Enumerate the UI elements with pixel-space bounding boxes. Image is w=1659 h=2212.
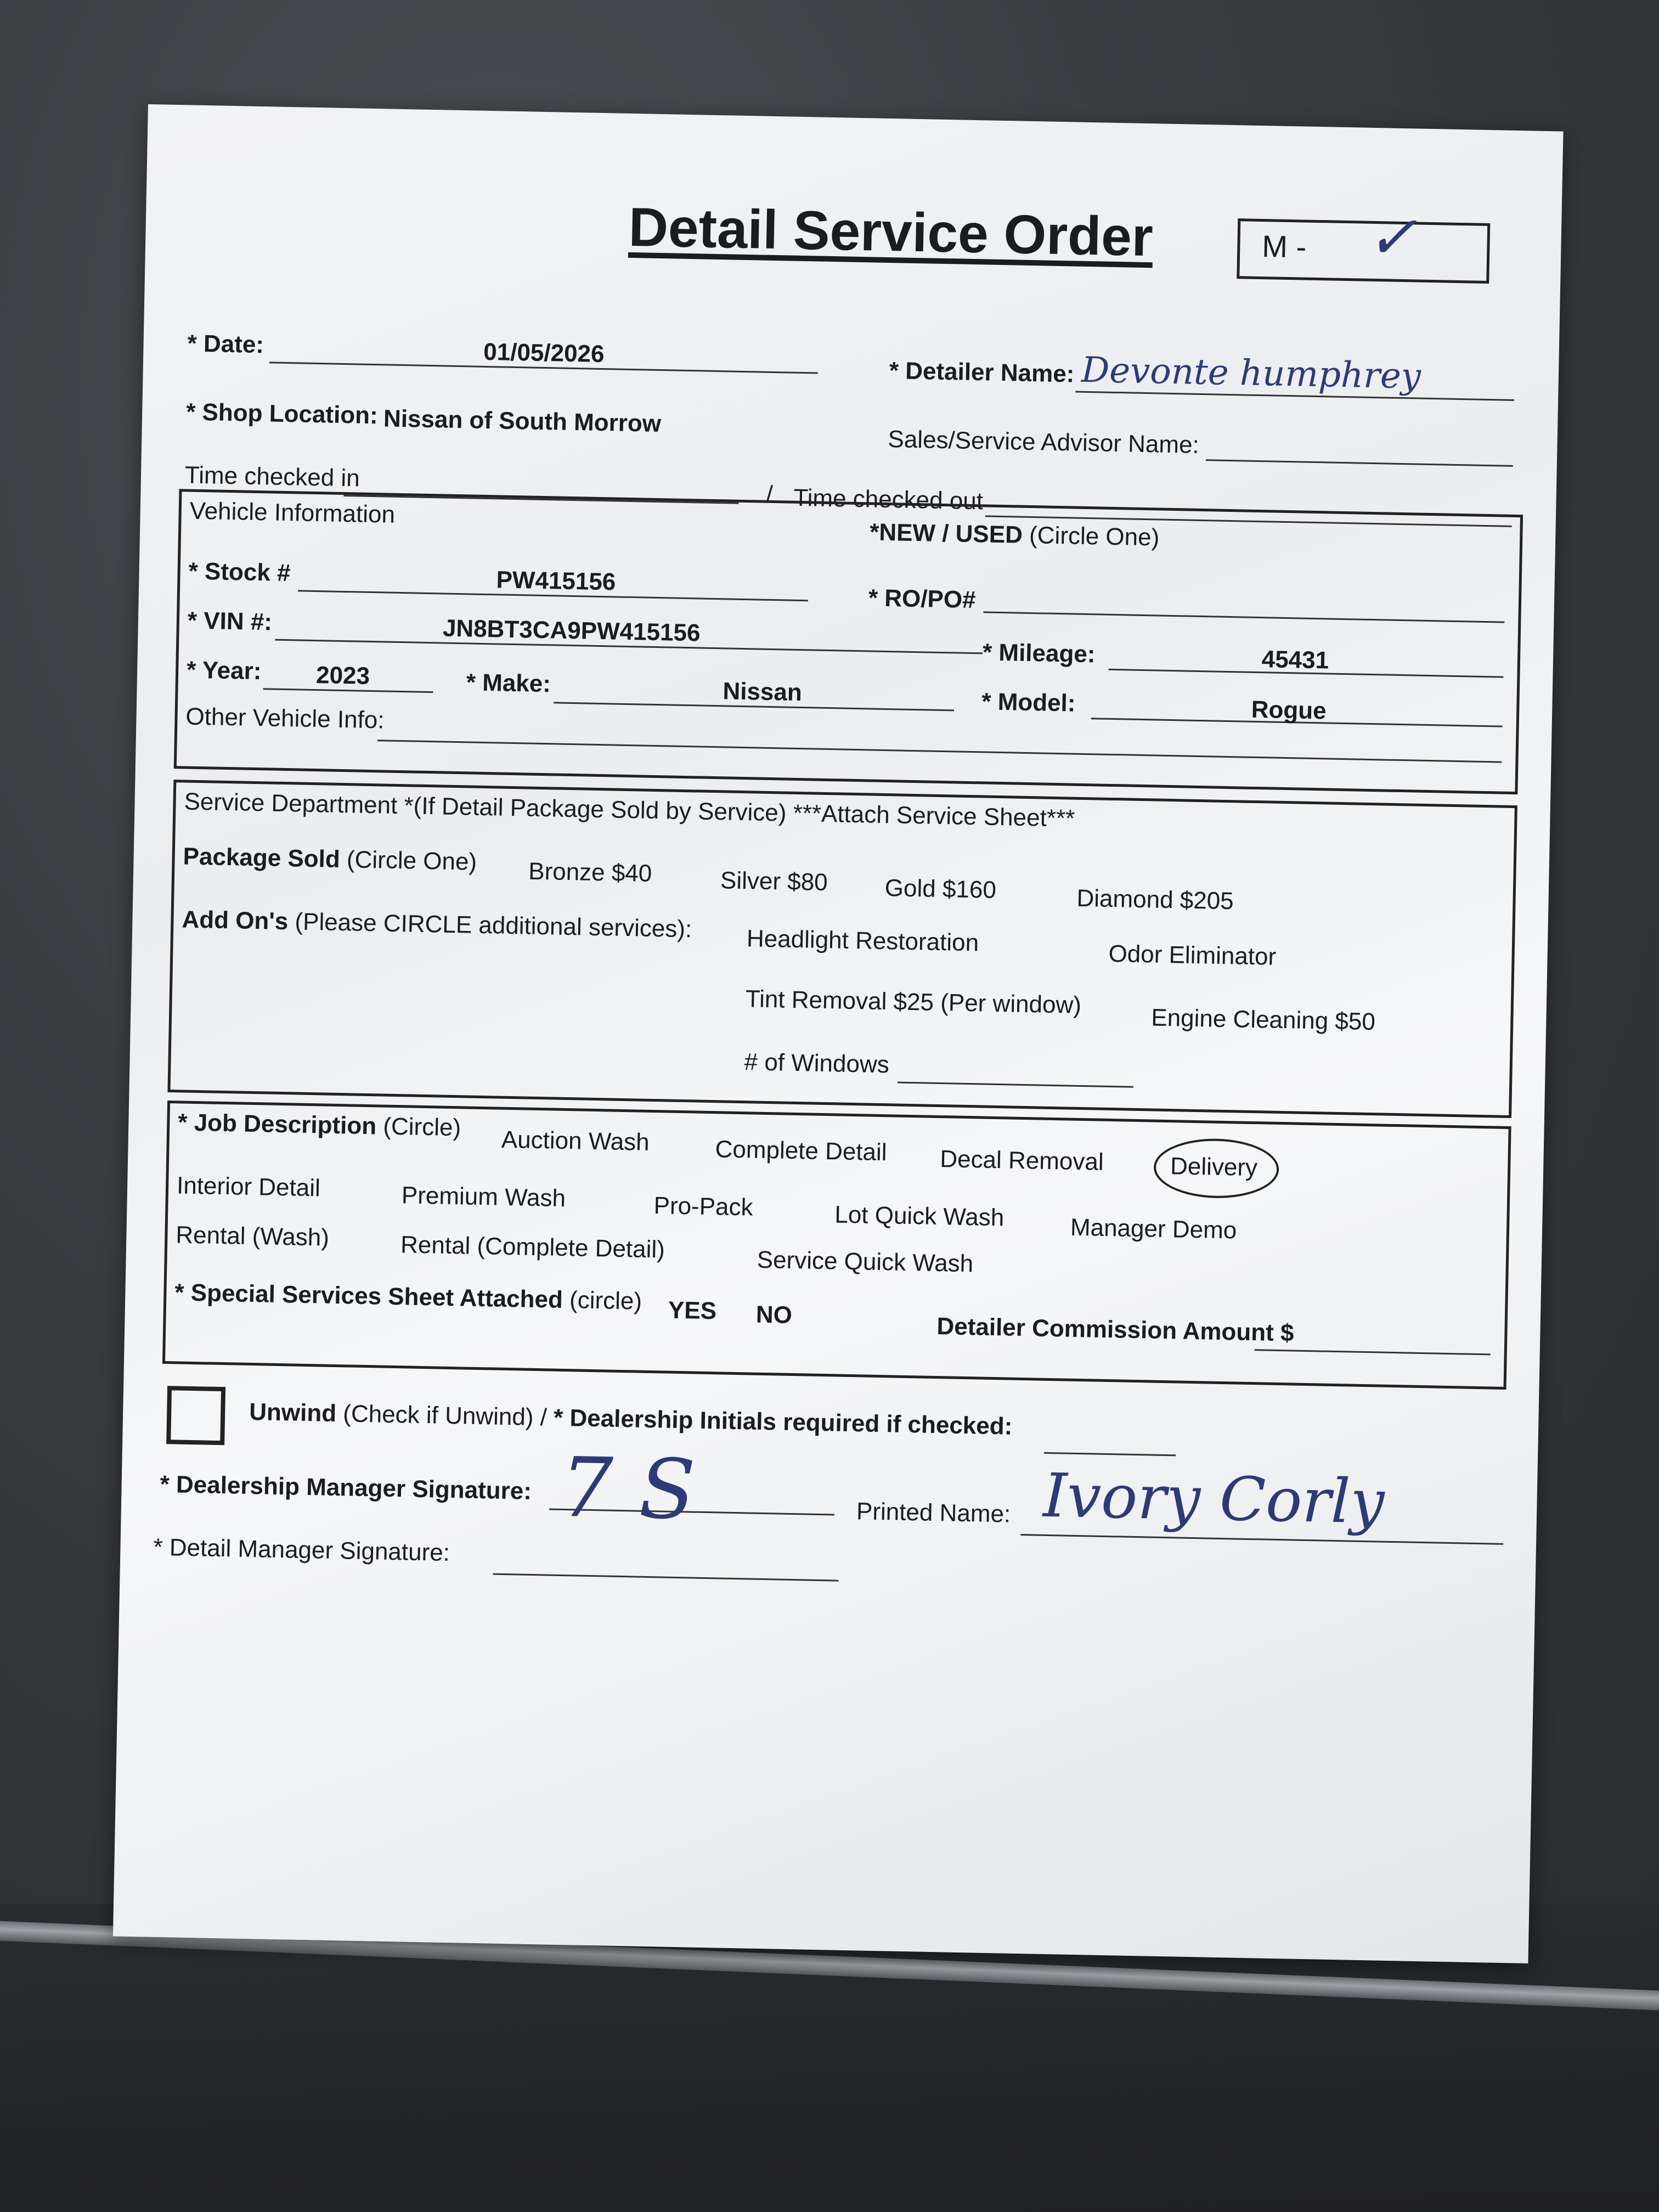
- make-field[interactable]: Nissan: [723, 678, 803, 707]
- job-premium-wash[interactable]: Premium Wash: [401, 1182, 566, 1212]
- date-field[interactable]: 01/05/2026: [483, 338, 605, 368]
- package-sold-label: Package Sold: [183, 843, 341, 873]
- time-separator: /: [766, 481, 774, 508]
- add-ons-label: Add On's: [182, 906, 289, 935]
- job-interior-detail[interactable]: Interior Detail: [176, 1172, 321, 1202]
- package-sold-note: (Circle One): [346, 846, 477, 876]
- job-lot-quick-wash[interactable]: Lot Quick Wash: [834, 1201, 1005, 1232]
- add-ons-note: (Please CIRCLE additional services):: [295, 908, 692, 943]
- make-label: * Make:: [466, 669, 551, 698]
- model-field[interactable]: Rogue: [1251, 696, 1327, 725]
- dealership-initials-field[interactable]: [1044, 1452, 1176, 1457]
- detail-manager-signature-field[interactable]: [493, 1573, 839, 1582]
- advisor-name-label: Sales/Service Advisor Name:: [888, 426, 1200, 459]
- mileage-field[interactable]: 45431: [1261, 646, 1329, 674]
- addon-odor-eliminator[interactable]: Odor Eliminator: [1108, 940, 1277, 970]
- ro-po-label: * RO/PO#: [868, 584, 977, 614]
- shop-location-field[interactable]: Nissan of South Morrow: [383, 405, 662, 438]
- job-complete-detail[interactable]: Complete Detail: [715, 1136, 888, 1166]
- time-in-label: Time checked in: [184, 461, 360, 492]
- printed-name-label: Printed Name:: [856, 1498, 1011, 1528]
- job-manager-demo[interactable]: Manager Demo: [1070, 1214, 1237, 1244]
- dealership-initials-label: * Dealership Initials required if checked:: [553, 1404, 1013, 1440]
- unwind-label: Unwind: [249, 1398, 337, 1427]
- detailer-name-field[interactable]: Devonte humphrey: [1081, 349, 1421, 397]
- new-used-note: (Circle One): [1029, 521, 1160, 551]
- job-pro-pack[interactable]: Pro-Pack: [653, 1192, 754, 1221]
- other-vehicle-info-label: Other Vehicle Info:: [185, 703, 385, 734]
- advisor-name-field[interactable]: [1206, 459, 1513, 467]
- commission-label: Detailer Commission Amount $: [936, 1313, 1295, 1347]
- dealership-manager-signature-label: * Dealership Manager Signature:: [160, 1470, 532, 1505]
- job-auction-wash[interactable]: Auction Wash: [501, 1126, 650, 1156]
- job-rental-wash[interactable]: Rental (Wash): [175, 1221, 330, 1251]
- job-delivery[interactable]: Delivery: [1170, 1153, 1258, 1182]
- package-gold[interactable]: Gold $160: [884, 874, 997, 904]
- mileage-label: * Mileage:: [982, 639, 1096, 668]
- special-services-yes[interactable]: YES: [668, 1296, 717, 1325]
- vehicle-info-heading: Vehicle Information: [189, 497, 396, 528]
- stock-label: * Stock #: [188, 557, 291, 587]
- vin-field[interactable]: JN8BT3CA9PW415156: [442, 614, 701, 647]
- job-description-note: (Circle): [382, 1113, 461, 1142]
- special-services-note: (circle): [569, 1286, 642, 1315]
- package-silver[interactable]: Silver $80: [720, 867, 828, 896]
- service-department-heading: Service Department *(If Detail Package Sold by Service) ***Attach Service Sheet***: [184, 788, 1075, 832]
- addon-tint-removal[interactable]: Tint Removal $25 (Per window): [745, 985, 1082, 1019]
- vin-label: * VIN #:: [187, 607, 273, 636]
- date-label: * Date:: [187, 330, 264, 359]
- package-bronze[interactable]: Bronze $40: [528, 857, 652, 887]
- detail-manager-signature-label: * Detail Manager Signature:: [153, 1533, 450, 1567]
- m-label: M -: [1261, 229, 1307, 264]
- year-label: * Year:: [186, 656, 262, 685]
- job-decal-removal[interactable]: Decal Removal: [939, 1146, 1104, 1176]
- check-mark-icon: ✓: [1365, 201, 1418, 273]
- new-used-option[interactable]: *NEW / USED: [869, 518, 1023, 549]
- form-title: Detail Service Order: [628, 196, 1154, 268]
- job-rental-complete-detail[interactable]: Rental (Complete Detail): [400, 1231, 665, 1263]
- dealership-manager-signature[interactable]: 7 S: [560, 1440, 697, 1538]
- year-field[interactable]: 2023: [315, 662, 370, 690]
- stock-field[interactable]: PW415156: [496, 566, 616, 596]
- m-number-box[interactable]: [1237, 201, 1490, 284]
- printed-name-field[interactable]: Ivory Corly: [1042, 1460, 1385, 1537]
- job-description-label: * Job Description: [177, 1109, 377, 1140]
- windows-count-label: # of Windows: [744, 1048, 890, 1079]
- unwind-checkbox[interactable]: [166, 1386, 225, 1445]
- time-out-label: Time checked out: [793, 484, 984, 515]
- detailer-name-label: * Detailer Name:: [889, 357, 1075, 388]
- unwind-note: (Check if Unwind) /: [342, 1400, 554, 1431]
- job-service-quick-wash[interactable]: Service Quick Wash: [757, 1246, 974, 1278]
- printed-name-line: [1020, 1534, 1503, 1545]
- addon-headlight-restoration[interactable]: Headlight Restoration: [746, 925, 979, 957]
- shop-location-label: * Shop Location:: [185, 398, 379, 430]
- model-label: * Model:: [981, 688, 1076, 717]
- service-order-form: [113, 104, 1564, 1963]
- special-services-label: * Special Services Sheet Attached: [174, 1279, 563, 1313]
- special-services-no[interactable]: NO: [755, 1301, 793, 1329]
- addon-engine-cleaning[interactable]: Engine Cleaning $50: [1150, 1004, 1376, 1036]
- package-diamond[interactable]: Diamond $205: [1076, 884, 1234, 915]
